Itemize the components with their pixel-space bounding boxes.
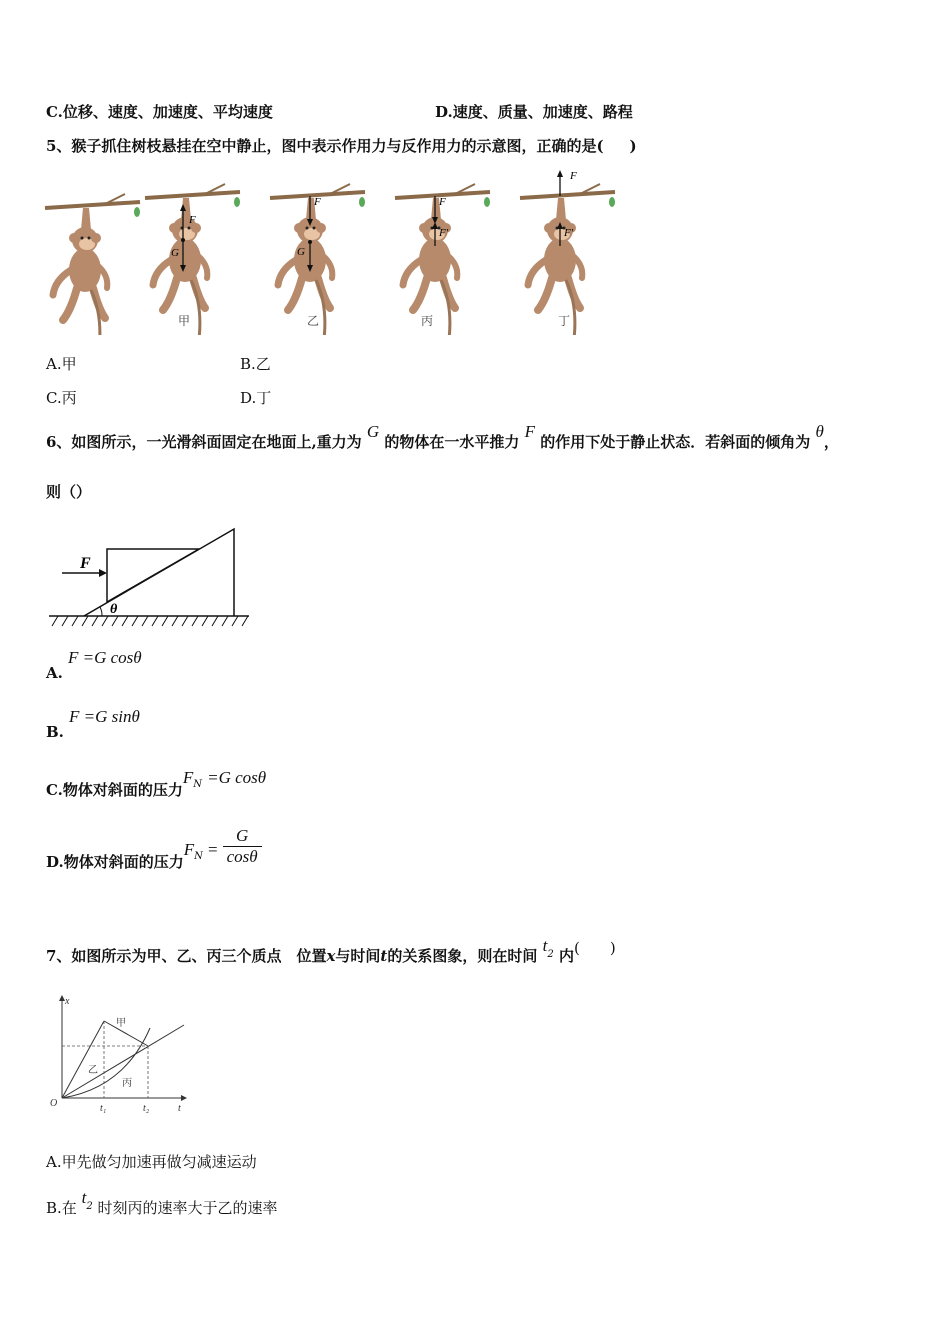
q7-stem-part3: 的关系图象，则在时间 [387,947,538,965]
q5-option-c: C.丙 [46,389,77,407]
graph-x-axis-label: t [178,1103,181,1114]
q7-stem-paren: ( ) [573,939,616,957]
graph-t1-label: t₁ [100,1103,107,1114]
q6-incline-figure [44,522,254,632]
q7-option-b-part1: B.在 [46,1199,77,1217]
q6-option-d-fn: F [183,840,195,859]
q6-fig-f-label: F [80,555,91,572]
q7-sym-t2-sub: 2 [547,949,554,960]
q6-sym-theta: θ [815,422,824,441]
q6-option-d-fraction [223,826,262,867]
q5-stem-text: 5、猴子抓住树枝悬挂在空中静止，图中表示作用力与反作用力的示意图，正确的是( [46,137,604,155]
q6-option-c-fn-sub: N [193,779,203,790]
q6-stem-part2: 的物体在一水平推力 [384,433,520,451]
q5-stem-close: ) [629,137,637,155]
q6-option-b [46,707,140,741]
graph-y-axis-label: x [65,996,70,1007]
graph-curve-jia-label: 甲 [116,1018,126,1029]
yi-force-f: F [314,196,321,208]
q7-stem-part4: 内 [558,947,574,965]
q6-option-c-text: C.物体对斜面的压力 [46,781,183,799]
q6-stem-line1 [46,422,839,452]
q5-monkey-figures [40,165,640,335]
q7-xt-graph [44,990,194,1115]
q6-stem-comma: ， [823,433,839,451]
q6-option-d-num: G [223,826,262,847]
graph-origin-label: O [50,1098,58,1109]
q7-option-a: A.甲先做匀加速再做匀减速运动 [46,1153,257,1171]
monkey-figure-jia [145,184,240,335]
q6-option-c-fn: F [182,768,194,787]
q7-sym-t2: t [542,936,548,955]
q6-option-a-math: F =G cosθ [67,648,142,667]
q6-stem-part3: 的作用下处于静止状态．若斜面的倾角为 [540,433,811,451]
q6-option-d-fn-sub: N [194,851,203,862]
q7-sym-x: x [326,947,336,965]
graph-t2-label: t₂ [143,1103,150,1114]
q6-option-a-label: A. [46,664,63,682]
q5-option-a: A.甲 [46,355,77,373]
q6-option-c [46,768,267,799]
q6-sym-g: G [366,422,380,441]
q6-option-b-label: B. [46,723,64,741]
ding-force-fprime: F' [564,227,574,239]
q7-option-b-part2: 时刻丙的速率大于乙的速率 [97,1199,278,1217]
q7-stem [46,936,616,969]
q5-stem [46,136,637,156]
q6-option-c-rhs: =G cosθ [207,768,267,787]
q7-option-b-sub: 2 [86,1201,93,1212]
bing-force-f: F [439,196,446,208]
q5-option-d: D.丁 [240,389,272,407]
q6-option-d-text: D.物体对斜面的压力 [46,853,184,871]
jia-force-f: F [189,214,196,226]
figure-label-jia: 甲 [178,314,191,328]
q7-option-b [46,1188,278,1221]
jia-force-g: G [171,247,179,259]
monkey-figure-ding [520,170,615,335]
q6-stem-line2: 则（） [46,483,92,501]
q6-option-d-eq: = [207,840,218,859]
bing-force-fprime: F' [439,227,449,239]
q7-stem-part1: 7、如图所示为甲、乙、丙三个质点 位置 [46,947,327,965]
monkey-figure-0 [45,194,140,335]
yi-force-g: G [297,246,305,258]
graph-curve-bing-label: 丙 [122,1078,132,1089]
q7-option-b-t: t [81,1188,87,1207]
q6-sym-f: F [524,422,536,441]
q6-fig-theta-label: θ [110,602,118,617]
q4-option-c: C.位移、速度、加速度、平均速度 [46,103,273,121]
figure-label-bing: 丙 [421,314,434,328]
q6-option-d-den: cosθ [226,847,258,866]
q6-stem-part1: 6、如图所示，一光滑斜面固定在地面上,重力为 [46,433,362,451]
q7-sym-t: t [380,947,388,965]
q4-option-d: D.速度、质量、加速度、路程 [435,103,633,121]
figure-label-yi: 乙 [307,314,320,328]
graph-curve-yi-label: 乙 [88,1065,98,1076]
q7-stem-part2: 与时间 [335,947,381,965]
q6-option-a [46,648,142,682]
ding-force-f: F [570,170,577,182]
q5-option-b: B.乙 [240,355,271,373]
figure-label-ding: 丁 [558,314,571,328]
q6-option-b-math: F =G sinθ [69,707,140,726]
q6-option-d [46,826,262,871]
